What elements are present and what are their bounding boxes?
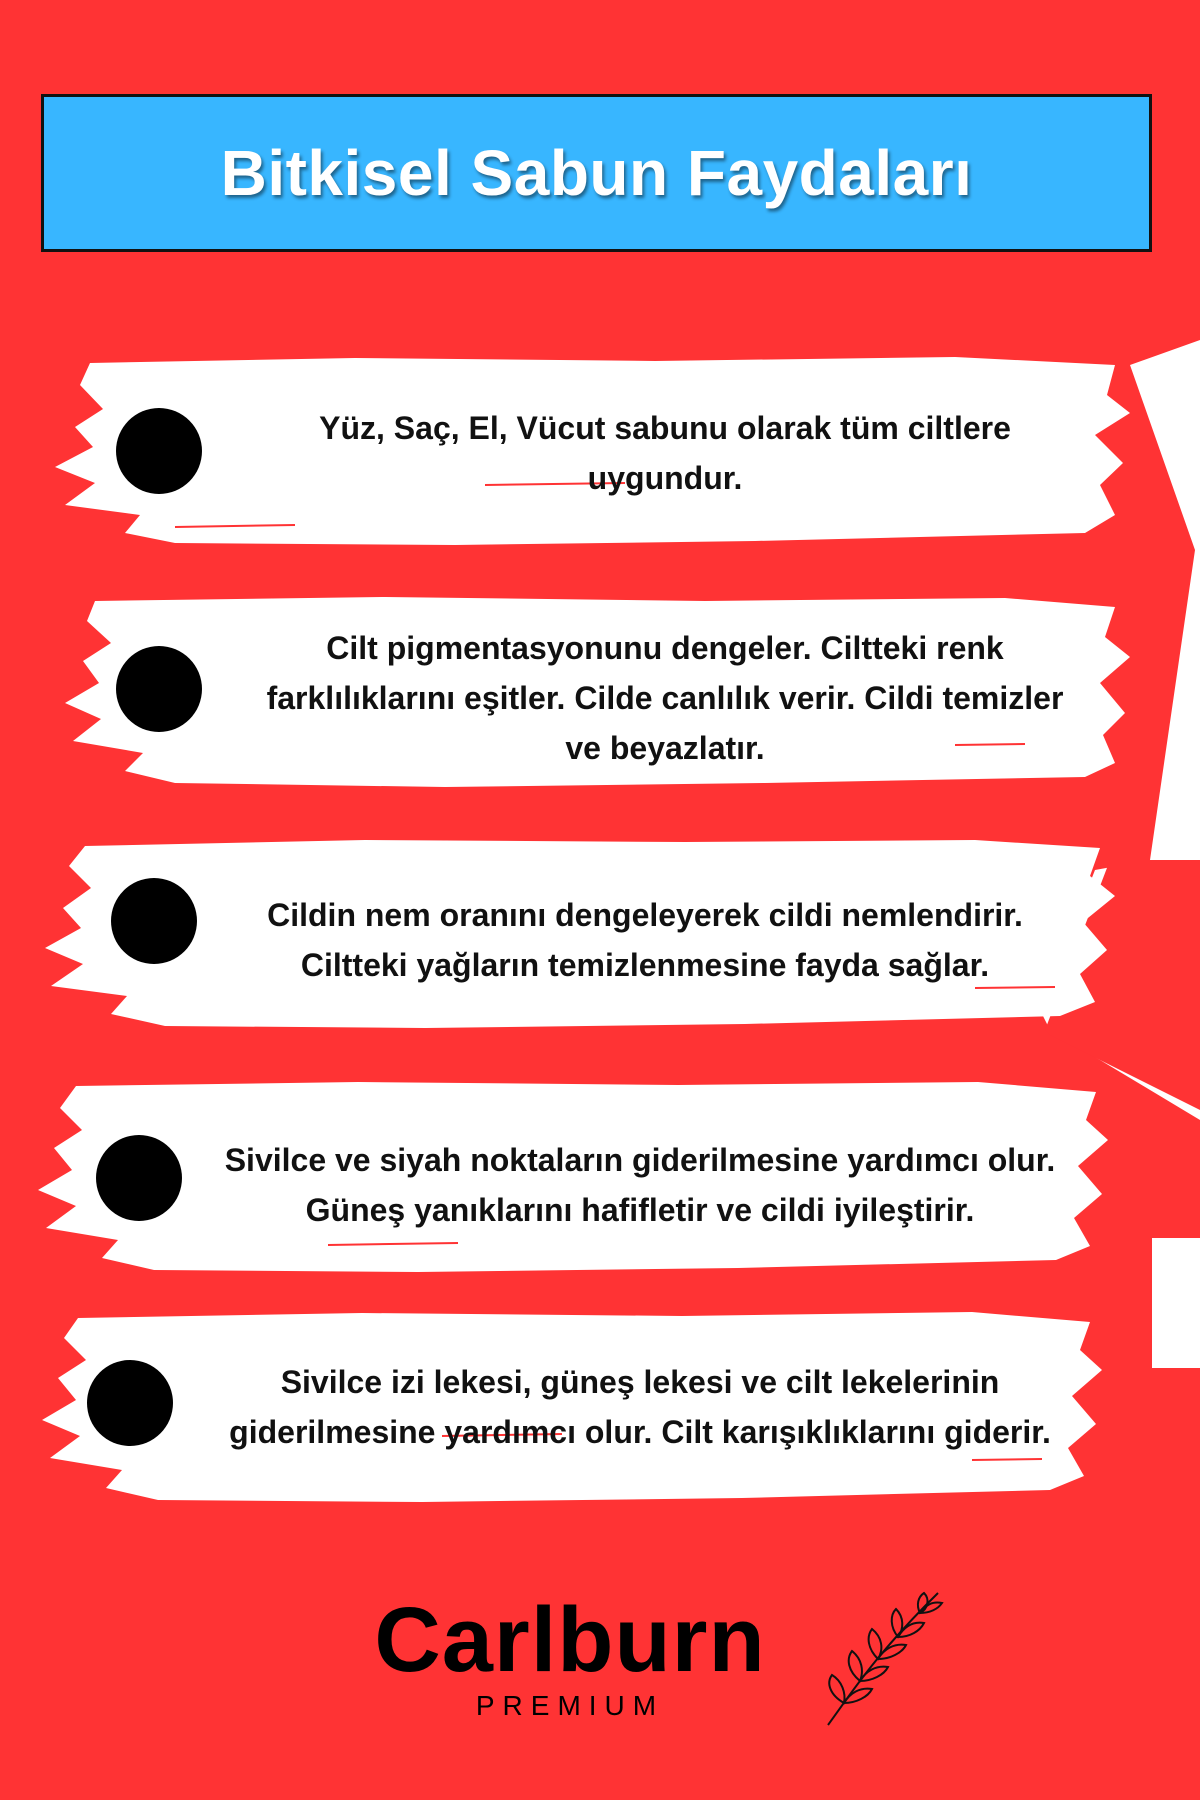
benefit-text-3: Cildin nem oranını dengeleyerek cildi nemlendirir. Ciltteki yağların temizlenmesine fayda sağlar. bbox=[267, 897, 1023, 983]
brand-logo bbox=[360, 1589, 780, 1722]
right-white-tab bbox=[1152, 1238, 1200, 1368]
page-title: Bitkisel Sabun Faydaları bbox=[220, 137, 973, 209]
bullet-dot-icon bbox=[96, 1135, 182, 1221]
brand-tagline: PREMIUM bbox=[475, 1690, 665, 1721]
bullet-dot-icon bbox=[116, 408, 202, 494]
benefit-text-1: Yüz, Saç, El, Vücut sabunu olarak tüm ciltlere uygundur. bbox=[319, 410, 1011, 496]
leaf-sprig-icon bbox=[820, 1585, 950, 1730]
title-banner bbox=[41, 94, 1152, 252]
bullet-dot-icon bbox=[111, 878, 197, 964]
benefit-text-2: Cilt pigmentasyonunu dengeler. Ciltteki renk farklılıklarını eşitler. Cilde canlılık verir. Cildi temizler ve beyazlatır. bbox=[266, 630, 1064, 766]
bullet-dot-icon bbox=[116, 646, 202, 732]
benefit-text-4: Sivilce ve siyah noktaların giderilmesine yardımcı olur. Güneş yanıklarını hafifletir ve cildi iyileştirir. bbox=[224, 1142, 1056, 1228]
bullet-dot-icon bbox=[87, 1360, 173, 1446]
benefit-text-5: Sivilce izi lekesi, güneş lekesi ve cilt lekelerinin giderilmesine yardımcı olur. Cilt karışıklıklarını giderir. bbox=[229, 1364, 1051, 1450]
brand-name: Carlburn bbox=[374, 1589, 766, 1691]
